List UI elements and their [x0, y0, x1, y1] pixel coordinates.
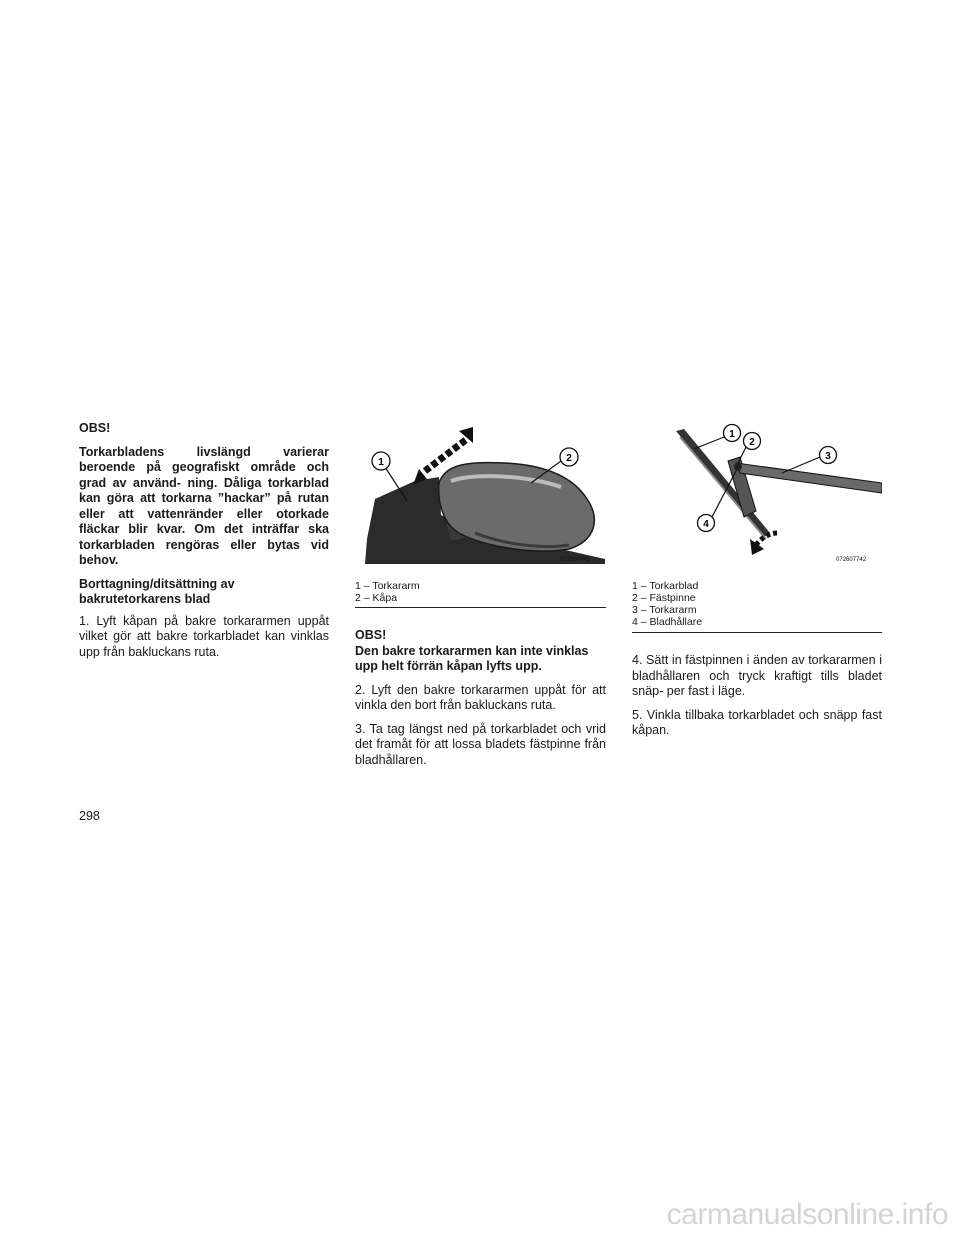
caption-item: 2 – Kåpa [355, 592, 398, 604]
caption-item: 1 – Torkararm [355, 580, 420, 592]
figure-2-caption [632, 580, 882, 628]
step-4: 4. Sätt in fästpinnen i änden av torkararmen i bladhållaren och tryck kraftigt tills bladet snäp- per fast i läge. [632, 653, 882, 698]
step-3: 3. Ta tag längst ned på torkarbladet och vrid det framåt för att lossa bladets fästpinne från bladhållaren. [355, 721, 606, 767]
note-body: Den bakre torkararmen kan inte vinklas upp helt förrän kåpan lyfts upp. [355, 643, 589, 673]
figure-wiper-blade [632, 421, 882, 564]
column-3 [632, 653, 882, 747]
figure-wiper-arm-cover-illustration [355, 421, 606, 564]
callout-2-icon [738, 433, 761, 464]
caption-divider [632, 632, 882, 633]
callout-1-icon [694, 425, 741, 450]
figure-code: 072607742 [836, 557, 867, 563]
caption-item: 4 – Bladhållare [632, 616, 703, 628]
section-heading-line-1: Borttagning/ditsättning av [79, 576, 235, 591]
note-body: Torkarbladens livslängd varierar beroende på geografiskt område och grad av använd- ning. Dåliga torkarblad kan göra att torkarna ”hackar” på rutan eller att vattenränder eller otorkade fläckar blir kvar. Om det inträffar ska torkarbladen rengöras eller bytas vid behov. [79, 444, 329, 567]
step-5: 5. Vinkla tillbaka torkarbladet och snäpp fast kåpan. [632, 707, 882, 737]
svg-text:4: 4 [703, 519, 709, 530]
svg-text:3: 3 [825, 451, 831, 462]
figure-wiper-arm-cover [355, 421, 606, 564]
caption-divider [355, 607, 606, 608]
section-heading-line-2: bakrutetorkarens blad [79, 592, 211, 606]
step-2: 2. Lyft den bakre torkararmen uppåt för att vinkla den bort från bakluckans ruta. [355, 682, 606, 712]
caption-item: 2 – Fästpinne [632, 592, 696, 604]
caption-item: 1 – Torkarblad [632, 580, 699, 592]
svg-text:1: 1 [378, 457, 384, 468]
note-title: OBS! [79, 421, 111, 435]
svg-text:2: 2 [749, 437, 755, 448]
step-1: 1. Lyft kåpan på bakre torkararmen uppåt vilket gör att bakre torkarbladet kan vinklas upp från bakluckans ruta. [79, 613, 329, 659]
caption-item: 3 – Torkararm [632, 604, 697, 616]
figure-code: 072607741 [560, 557, 591, 563]
callout-3-icon [782, 447, 837, 474]
svg-text:1: 1 [729, 429, 735, 440]
section-heading [79, 577, 329, 608]
figure-1-caption [355, 580, 606, 604]
column-1 [79, 421, 329, 668]
figure-wiper-blade-illustration [632, 421, 882, 564]
column-2 [355, 628, 606, 776]
page-number: 298 [79, 809, 100, 823]
svg-text:2: 2 [566, 453, 572, 464]
watermark: carmanualsonline.info [666, 1198, 948, 1231]
note-title: OBS! [355, 628, 387, 642]
